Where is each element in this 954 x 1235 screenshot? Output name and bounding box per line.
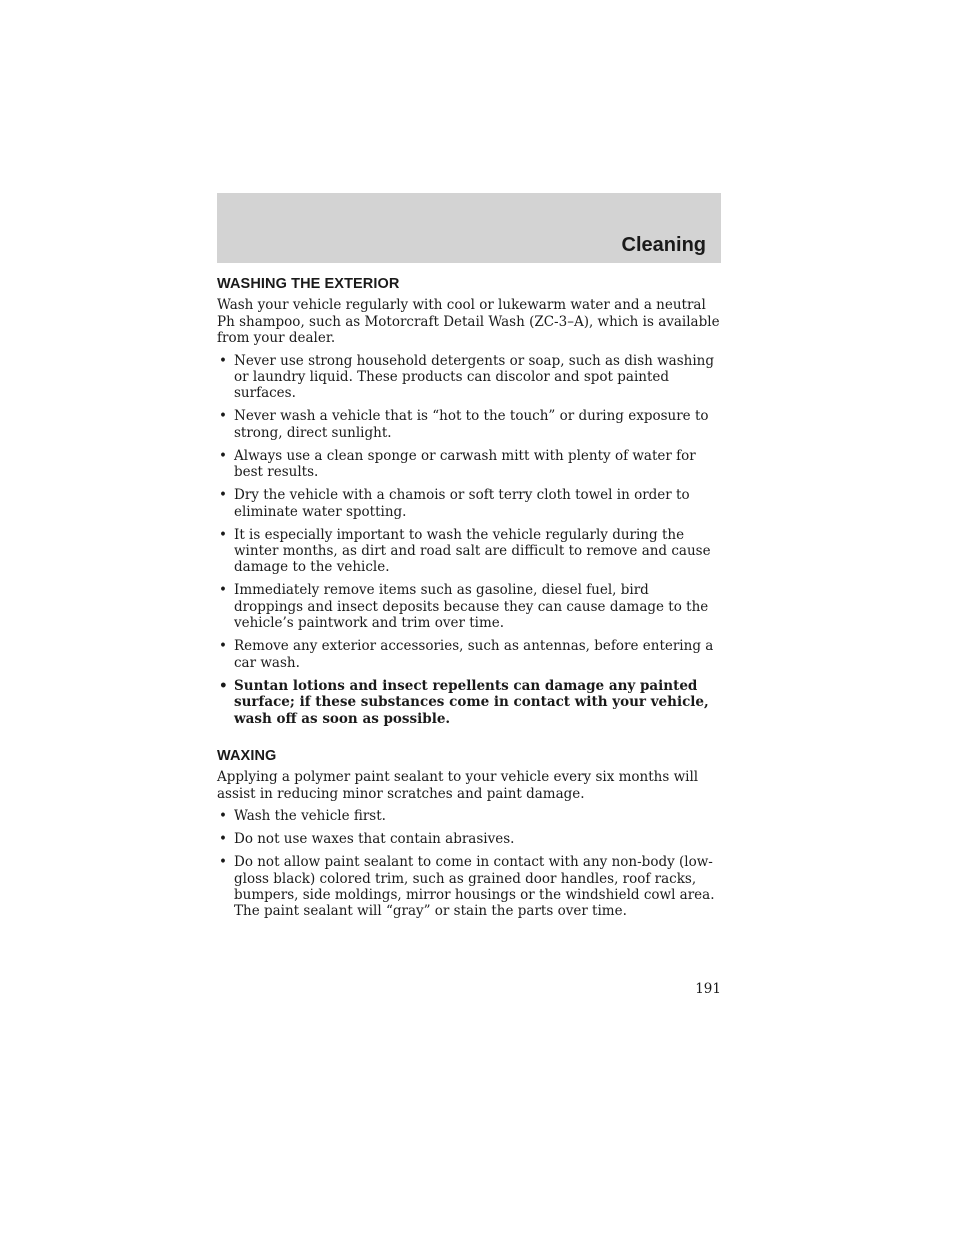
bullet-icon: • — [219, 677, 228, 694]
list-item — [217, 808, 721, 824]
list-item — [217, 854, 721, 920]
warning-list-item — [217, 678, 721, 727]
list-item-text: Always use a clean sponge or carwash mitt with plenty of water for best results. — [234, 447, 696, 481]
list-item — [217, 527, 721, 576]
washing-bullet-list — [217, 353, 721, 727]
list-item — [217, 448, 721, 481]
bullet-icon: • — [219, 408, 227, 425]
list-item — [217, 582, 721, 631]
list-item-text: Do not allow paint sealant to come in contact with any non-body (low-gloss black) colored trim, such as grained door handles, roof racks, bumpers, side moldings, mirror housings or the windshield cowl area. The paint sealant will “gray” or stain the parts over time. — [234, 854, 715, 920]
bullet-icon: • — [219, 526, 227, 543]
list-item-text: Remove any exterior accessories, such as antennas, before entering a car wash. — [234, 638, 714, 671]
bullet-icon: • — [219, 638, 227, 655]
bullet-icon: • — [219, 487, 227, 504]
list-item-text: Dry the vehicle with a chamois or soft terry cloth towel in order to eliminate water spotting. — [234, 487, 690, 520]
bullet-icon: • — [219, 582, 227, 599]
bullet-icon: • — [219, 808, 227, 825]
list-item-text: Immediately remove items such as gasoline, diesel fuel, bird droppings and insect deposits because they can cause damage to the vehicle’s paintwork and trim over time. — [234, 582, 709, 632]
list-item-text: Never use strong household detergents or soap, such as dish washing or laundry liquid. These products can discolor and spot painted surfaces. — [234, 352, 714, 402]
list-item-text: Never wash a vehicle that is “hot to the touch” or during exposure to strong, direct sunlight. — [234, 408, 709, 441]
list-item-text: Wash the vehicle first. — [234, 808, 386, 825]
washing-intro: Wash your vehicle regularly with cool or lukewarm water and a neutral Ph shampoo, such as Motorcraft Detail Wash (ZC-3–A), which is available from your dealer. — [217, 297, 720, 347]
washing-heading: WASHING THE EXTERIOR — [217, 276, 400, 292]
list-item — [217, 487, 721, 520]
waxing-bullet-list — [217, 808, 721, 920]
bullet-icon: • — [219, 831, 227, 848]
page-content — [217, 276, 721, 926]
list-item — [217, 831, 721, 847]
section-title: Cleaning — [621, 234, 706, 256]
bullet-icon: • — [219, 352, 227, 369]
section-header-band — [217, 193, 721, 263]
waxing-heading: WAXING — [217, 747, 277, 764]
list-item-text: It is especially important to wash the vehicle regularly during the winter months, as dirt and road salt are difficult to remove and cause damage to the vehicle. — [234, 526, 711, 576]
list-item — [217, 638, 721, 671]
bullet-icon: • — [219, 854, 227, 871]
bullet-icon: • — [219, 447, 227, 464]
list-item — [217, 353, 721, 402]
list-item — [217, 408, 721, 441]
list-item-text: Do not use waxes that contain abrasives. — [234, 831, 515, 848]
warning-text: Suntan lotions and insect repellents can damage any painted surface; if these substances come in contact with your vehicle, wash off as soon as possible. — [234, 677, 709, 727]
waxing-intro: Applying a polymer paint sealant to your vehicle every six months will assist in reducing minor scratches and paint damage. — [217, 769, 699, 802]
page-number: 191 — [695, 981, 721, 997]
